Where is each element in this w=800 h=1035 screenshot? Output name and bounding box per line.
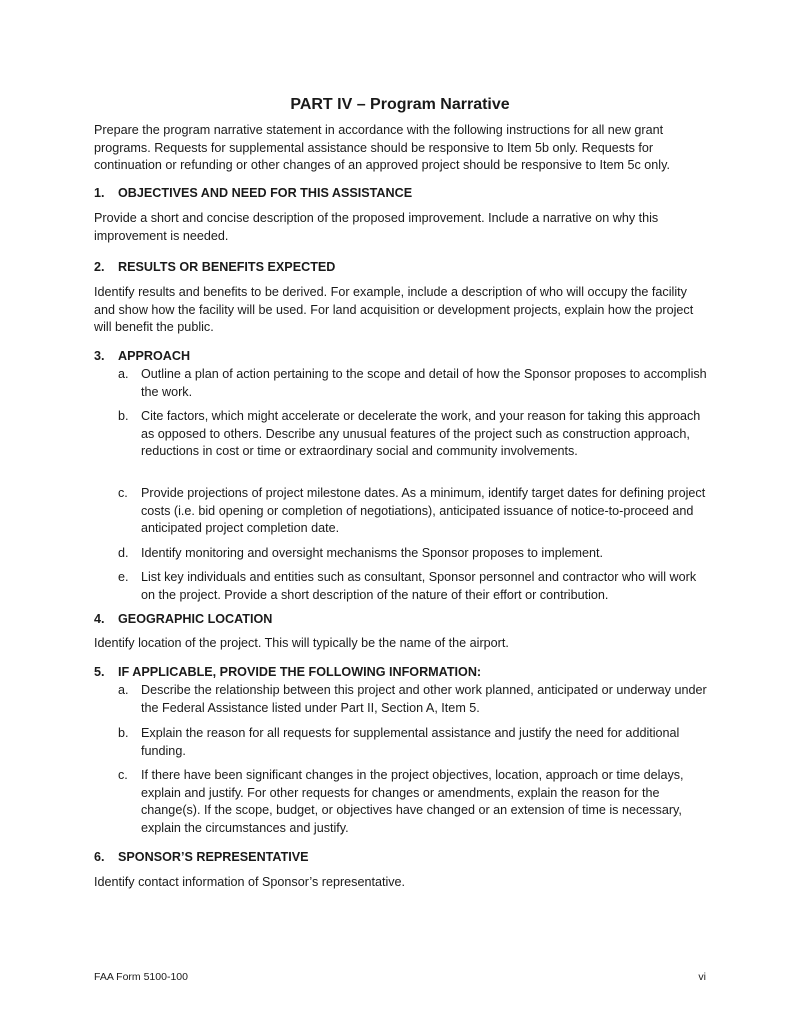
section-2-body: Identify results and benefits to be derived. For example, include a description of who will occupy the facility and show how the facility will be used. For land acquisition or development projects, explain how the project will benefit the public. <box>94 285 694 335</box>
page-title: PART IV – Program Narrative <box>290 96 510 113</box>
section-1-heading: 1. OBJECTIVES AND NEED FOR THIS ASSISTANCE <box>94 186 413 200</box>
section-4-heading: 4. GEOGRAPHIC LOCATION <box>94 612 273 626</box>
section-6-heading: 6. SPONSOR’S REPRESENTATIVE <box>94 850 309 864</box>
section-1-body: Provide a short and concise description of the proposed improvement. Include a narrative on why this improvement is needed. <box>94 211 659 243</box>
list-item: a. Describe the relationship between this project and other work planned, anticipated or underway under the Federal Assistance listed under Part II, Section A, Item 5. <box>118 683 707 715</box>
section-5-heading: 5. IF APPLICABLE, PROVIDE THE FOLLOWING INFORMATION: <box>94 665 482 679</box>
section-2-heading: 2. RESULTS OR BENEFITS EXPECTED <box>94 260 336 274</box>
list-item: c. If there have been significant changes in the project objectives, location, approach or time delays, explain and justify. For other requests for changes or amendments, explain the reason for the change(s). If the scope, budget, or objectives have changed or an extension of time is necessary, explain the circumstances and justify. <box>118 768 684 835</box>
section-3-heading: 3. APPROACH <box>94 349 191 363</box>
list-item: a. Outline a plan of action pertaining to the scope and detail of how the Sponsor proposes to accomplish the work. <box>118 367 707 399</box>
section-4-body: Identify location of the project. This will typically be the name of the airport. <box>94 636 509 650</box>
list-item: e. List key individuals and entities such as consultant, Sponsor personnel and contractor who will work on the project. Provide a short description of the nature of their effort or contribution. <box>118 570 697 602</box>
section-6-body: Identify contact information of Sponsor’s representative. <box>94 875 406 889</box>
footer-page-number: vi <box>698 971 706 983</box>
intro-paragraph: Prepare the program narrative statement in accordance with the following instructions for all new grant programs. Requests for supplemental assistance should be responsive to Item 5b only. Requests for continuation or refunding or other changes of an approved project should be responsive to Item 5c only. <box>94 123 670 173</box>
footer-form-name: FAA Form 5100-100 <box>94 971 188 983</box>
list-item: b. Explain the reason for all requests for supplemental assistance and justify the need for additional funding. <box>118 726 680 758</box>
list-item: b. Cite factors, which might accelerate or decelerate the work, and your reason for taking this approach as opposed to others. Describe any unusual features of the project such as construction approach, reductions in cost or time or extraordinary social and community involvements. <box>118 409 701 459</box>
list-item: c. Provide projections of project milestone dates. As a minimum, identify target dates for defining project costs (i.e. bid opening or completion of negotiations), anticipated issuance of notice-to-proceed and anticipated project completion date. <box>118 486 706 536</box>
list-item: d. Identify monitoring and oversight mechanisms the Sponsor proposes to implement. <box>118 546 604 560</box>
